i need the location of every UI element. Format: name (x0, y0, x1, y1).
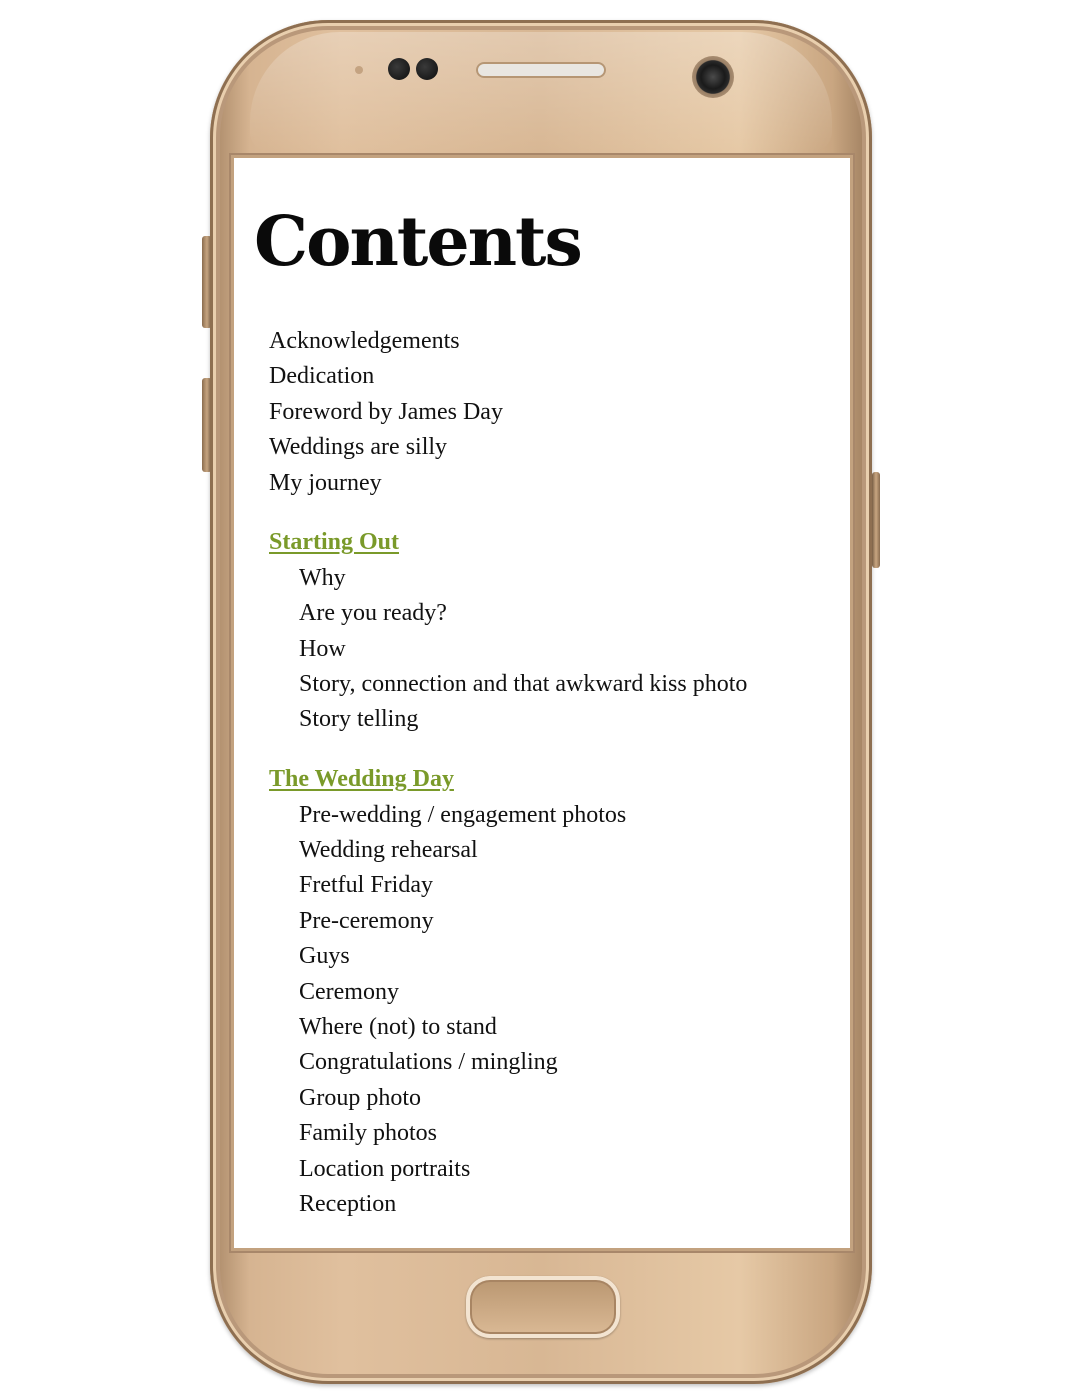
earpiece-speaker (476, 62, 606, 78)
toc-item-wedding-rehearsal[interactable]: Wedding rehearsal (299, 837, 478, 864)
table-of-contents (269, 324, 839, 1222)
home-button[interactable] (466, 1276, 620, 1338)
phone-sheen (250, 32, 832, 152)
section-heading-wedding-day[interactable]: The Wedding Day (269, 766, 454, 793)
page-title: Contents (254, 202, 581, 282)
toc-item-congratulations[interactable]: Congratulations / mingling (299, 1049, 558, 1076)
toc-item-pre-ceremony[interactable]: Pre-ceremony (299, 907, 434, 934)
toc-item-group-photo[interactable]: Group photo (299, 1084, 421, 1111)
toc-item-location-portraits[interactable]: Location portraits (299, 1155, 471, 1182)
section-starting-out (269, 525, 839, 737)
toc-item-fretful-friday[interactable]: Fretful Friday (299, 872, 433, 899)
toc-item-why[interactable]: Why (299, 564, 346, 591)
toc-item-where-to-stand[interactable]: Where (not) to stand (299, 1014, 497, 1041)
toc-item-my-journey[interactable]: My journey (269, 469, 382, 496)
sensor-dot-icon (388, 58, 410, 80)
toc-item-guys[interactable]: Guys (299, 943, 350, 970)
power-button[interactable] (872, 472, 880, 568)
toc-item-family-photos[interactable]: Family photos (299, 1120, 438, 1147)
toc-item-pre-wedding[interactable]: Pre-wedding / engagement photos (299, 801, 627, 828)
toc-item-acknowledgements[interactable]: Acknowledgements (269, 328, 460, 354)
section-wedding-day (269, 762, 839, 1222)
toc-item-are-you-ready[interactable]: Are you ready? (299, 600, 447, 627)
toc-item-reception[interactable]: Reception (299, 1190, 397, 1217)
phone-screen (234, 158, 850, 1248)
sensor-dots (388, 58, 438, 80)
toc-item-story-connection[interactable]: Story, connection and that awkward kiss photo (299, 671, 748, 698)
sensor-dot-icon (416, 58, 438, 80)
proximity-sensor-icon (355, 66, 363, 74)
toc-item-story-telling[interactable]: Story telling (299, 706, 419, 733)
toc-item-foreword[interactable]: Foreword by James Day (269, 398, 503, 425)
toc-item-ceremony[interactable]: Ceremony (299, 978, 399, 1005)
section-heading-starting-out[interactable]: Starting Out (269, 529, 400, 556)
front-matter-list (269, 324, 839, 501)
toc-item-weddings-are-silly[interactable]: Weddings are silly (269, 434, 448, 461)
toc-item-dedication[interactable]: Dedication (269, 363, 375, 390)
front-camera-icon (692, 56, 734, 98)
toc-item-how[interactable]: How (299, 635, 346, 662)
